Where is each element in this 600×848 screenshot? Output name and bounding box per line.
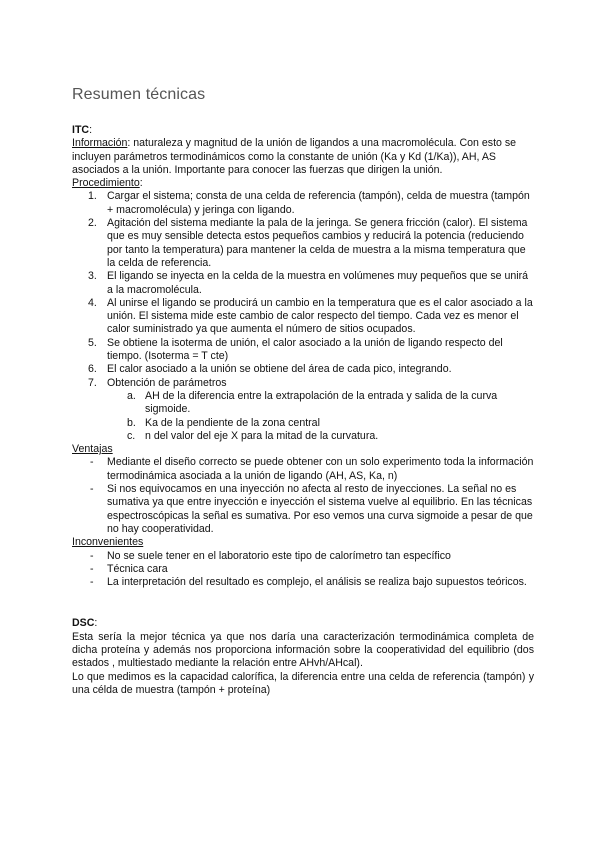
procedure-label-colon: : [139,177,143,190]
step-text: Agitación del sistema mediante la pala de la jeringa. Se genera fricción (calor). El sistema que es muy sensible detecta estos pequeños cambios y reducirá la potencia (reduciendo por tanto la temperatura) para mantener la celda de muestra a la misma temperatura que la celda de referencia. [107,217,528,269]
itc-info-paragraph [72,137,534,177]
list-item [72,456,534,483]
ventajas-list [72,456,534,536]
dash-bullet: - [90,483,94,496]
step-number: 4. [88,296,97,309]
dash-bullet: - [90,549,94,562]
inconvenientes-list [72,550,534,590]
dsc-heading-text: DSC [72,617,95,630]
substep-letter: a. [127,389,136,402]
list-item [72,337,534,364]
dash-bullet: - [90,576,94,589]
procedure-label [72,177,534,190]
list-item [72,550,534,563]
ventajas-label-text: Ventajas [72,443,113,456]
list-item [72,270,534,297]
inconveniente-text: No se suele tener en el laboratorio este tipo de calorímetro tan específico [107,549,451,562]
list-item [72,563,534,576]
inconvenientes-label-text: Inconvenientes [72,536,144,549]
step-number: 1. [88,190,97,203]
dash-bullet: - [90,562,94,575]
parameter-substeps [72,390,534,443]
section-spacer [72,589,534,617]
inconveniente-text: Técnica cara [107,562,168,575]
list-item [72,483,534,536]
list-item [72,417,534,430]
ventaja-text: Si nos equivocamos en una inyección no afecta al resto de inyecciones. La señal no es sumativa ya que entre inyección e inyección el sistema vuelve al equilibrio. En las técnicas espectroscópicas la señal es sumativa. Por eso vemos una curva sigmoide a pesar de que no hay cooperatividad. [107,483,533,535]
inconvenientes-label [72,536,534,549]
procedure-steps [72,190,534,389]
dsc-heading [72,617,534,630]
page-title: Resumen técnicas [72,86,206,103]
inconveniente-text: La interpretación del resultado es complejo, el análisis se realiza bajo supuestos teóricos. [107,576,527,589]
info-label: Información [72,137,128,150]
list-item [72,576,534,589]
dsc-heading-colon: : [94,617,98,630]
info-text: : naturaleza y magnitud de la unión de ligandos a una macromolécula. Con esto se incluyen parámetros termodinámicos como la constante de unión (Ka y Kd (1/Ka)), AH, AS asociados a la unión. Importante para conocer las fuerzas que dirigen la unión. [72,137,517,176]
step-text: Se obtiene la isoterma de unión, el calor asociado a la unión de ligando respecto del tiempo. (Isoterma = T cte) [107,336,503,363]
step-number: 7. [88,376,97,389]
step-text: Al unirse el ligando se producirá un cambio en la temperatura que es el calor asociado a la unión. El sistema mide este cambio de calor respecto del tiempo. Cada vez es menor el calor suministrado ya que aumenta el número de sitios ocupados. [107,296,533,336]
list-item [72,363,534,376]
procedure-label-text: Procedimiento [72,177,140,190]
step-text: El calor asociado a la unión se obtiene del área de cada pico, integrando. [107,363,452,376]
list-item [72,390,534,417]
list-item [72,430,534,443]
step-number: 5. [88,336,97,349]
substep-letter: b. [127,416,136,429]
dsc-paragraph-1: Esta sería la mejor técnica ya que nos daría una caracterización termodinámica completa de dicha proteína y además nos proporciona información sobre la cooperatividad del equilibrio (dos estados , multiestado mediante la relación entre AHvh/AHcal). [72,630,534,670]
substep-text: AH de la diferencia entre la extrapolación de la entrada y salida de la curva sigmoide. [145,389,498,416]
itc-heading-text: ITC [72,124,90,136]
ventaja-text: Mediante el diseño correcto se puede obtener con un solo experimento toda la información termodinámica asociada a la unión de ligando (AH, AS, Ka, n) [107,456,534,482]
substep-text: Ka de la pendiente de la zona central [145,416,320,429]
substep-text: n del valor del eje X para la mitad de la curvatura. [145,429,379,442]
document-body [72,124,534,697]
step-text: Cargar el sistema; consta de una celda de referencia (tampón), celda de muestra (tampón + macromolécula) y jeringa con ligando. [107,190,530,216]
step-text: Obtención de parámetros [107,376,227,389]
itc-heading-colon: : [89,124,93,136]
ventajas-label [72,443,534,456]
list-item [72,190,534,217]
step-text: El ligando se inyecta en la celda de la muestra en volúmenes muy pequeños que se unirá a la macromolécula. [107,270,529,296]
substep-letter: c. [127,429,136,442]
list-item [72,217,534,270]
step-number: 3. [88,270,97,283]
list-item [72,377,534,390]
dash-bullet: - [90,456,94,469]
step-number: 6. [88,363,97,376]
step-number: 2. [88,217,97,230]
itc-heading [72,124,534,137]
dsc-paragraph-2: Lo que medimos es la capacidad calorífica, la diferencia entre una celda de referencia (tampón) y una célda de muestra (tampón + proteína) [72,670,534,696]
list-item [72,297,534,337]
